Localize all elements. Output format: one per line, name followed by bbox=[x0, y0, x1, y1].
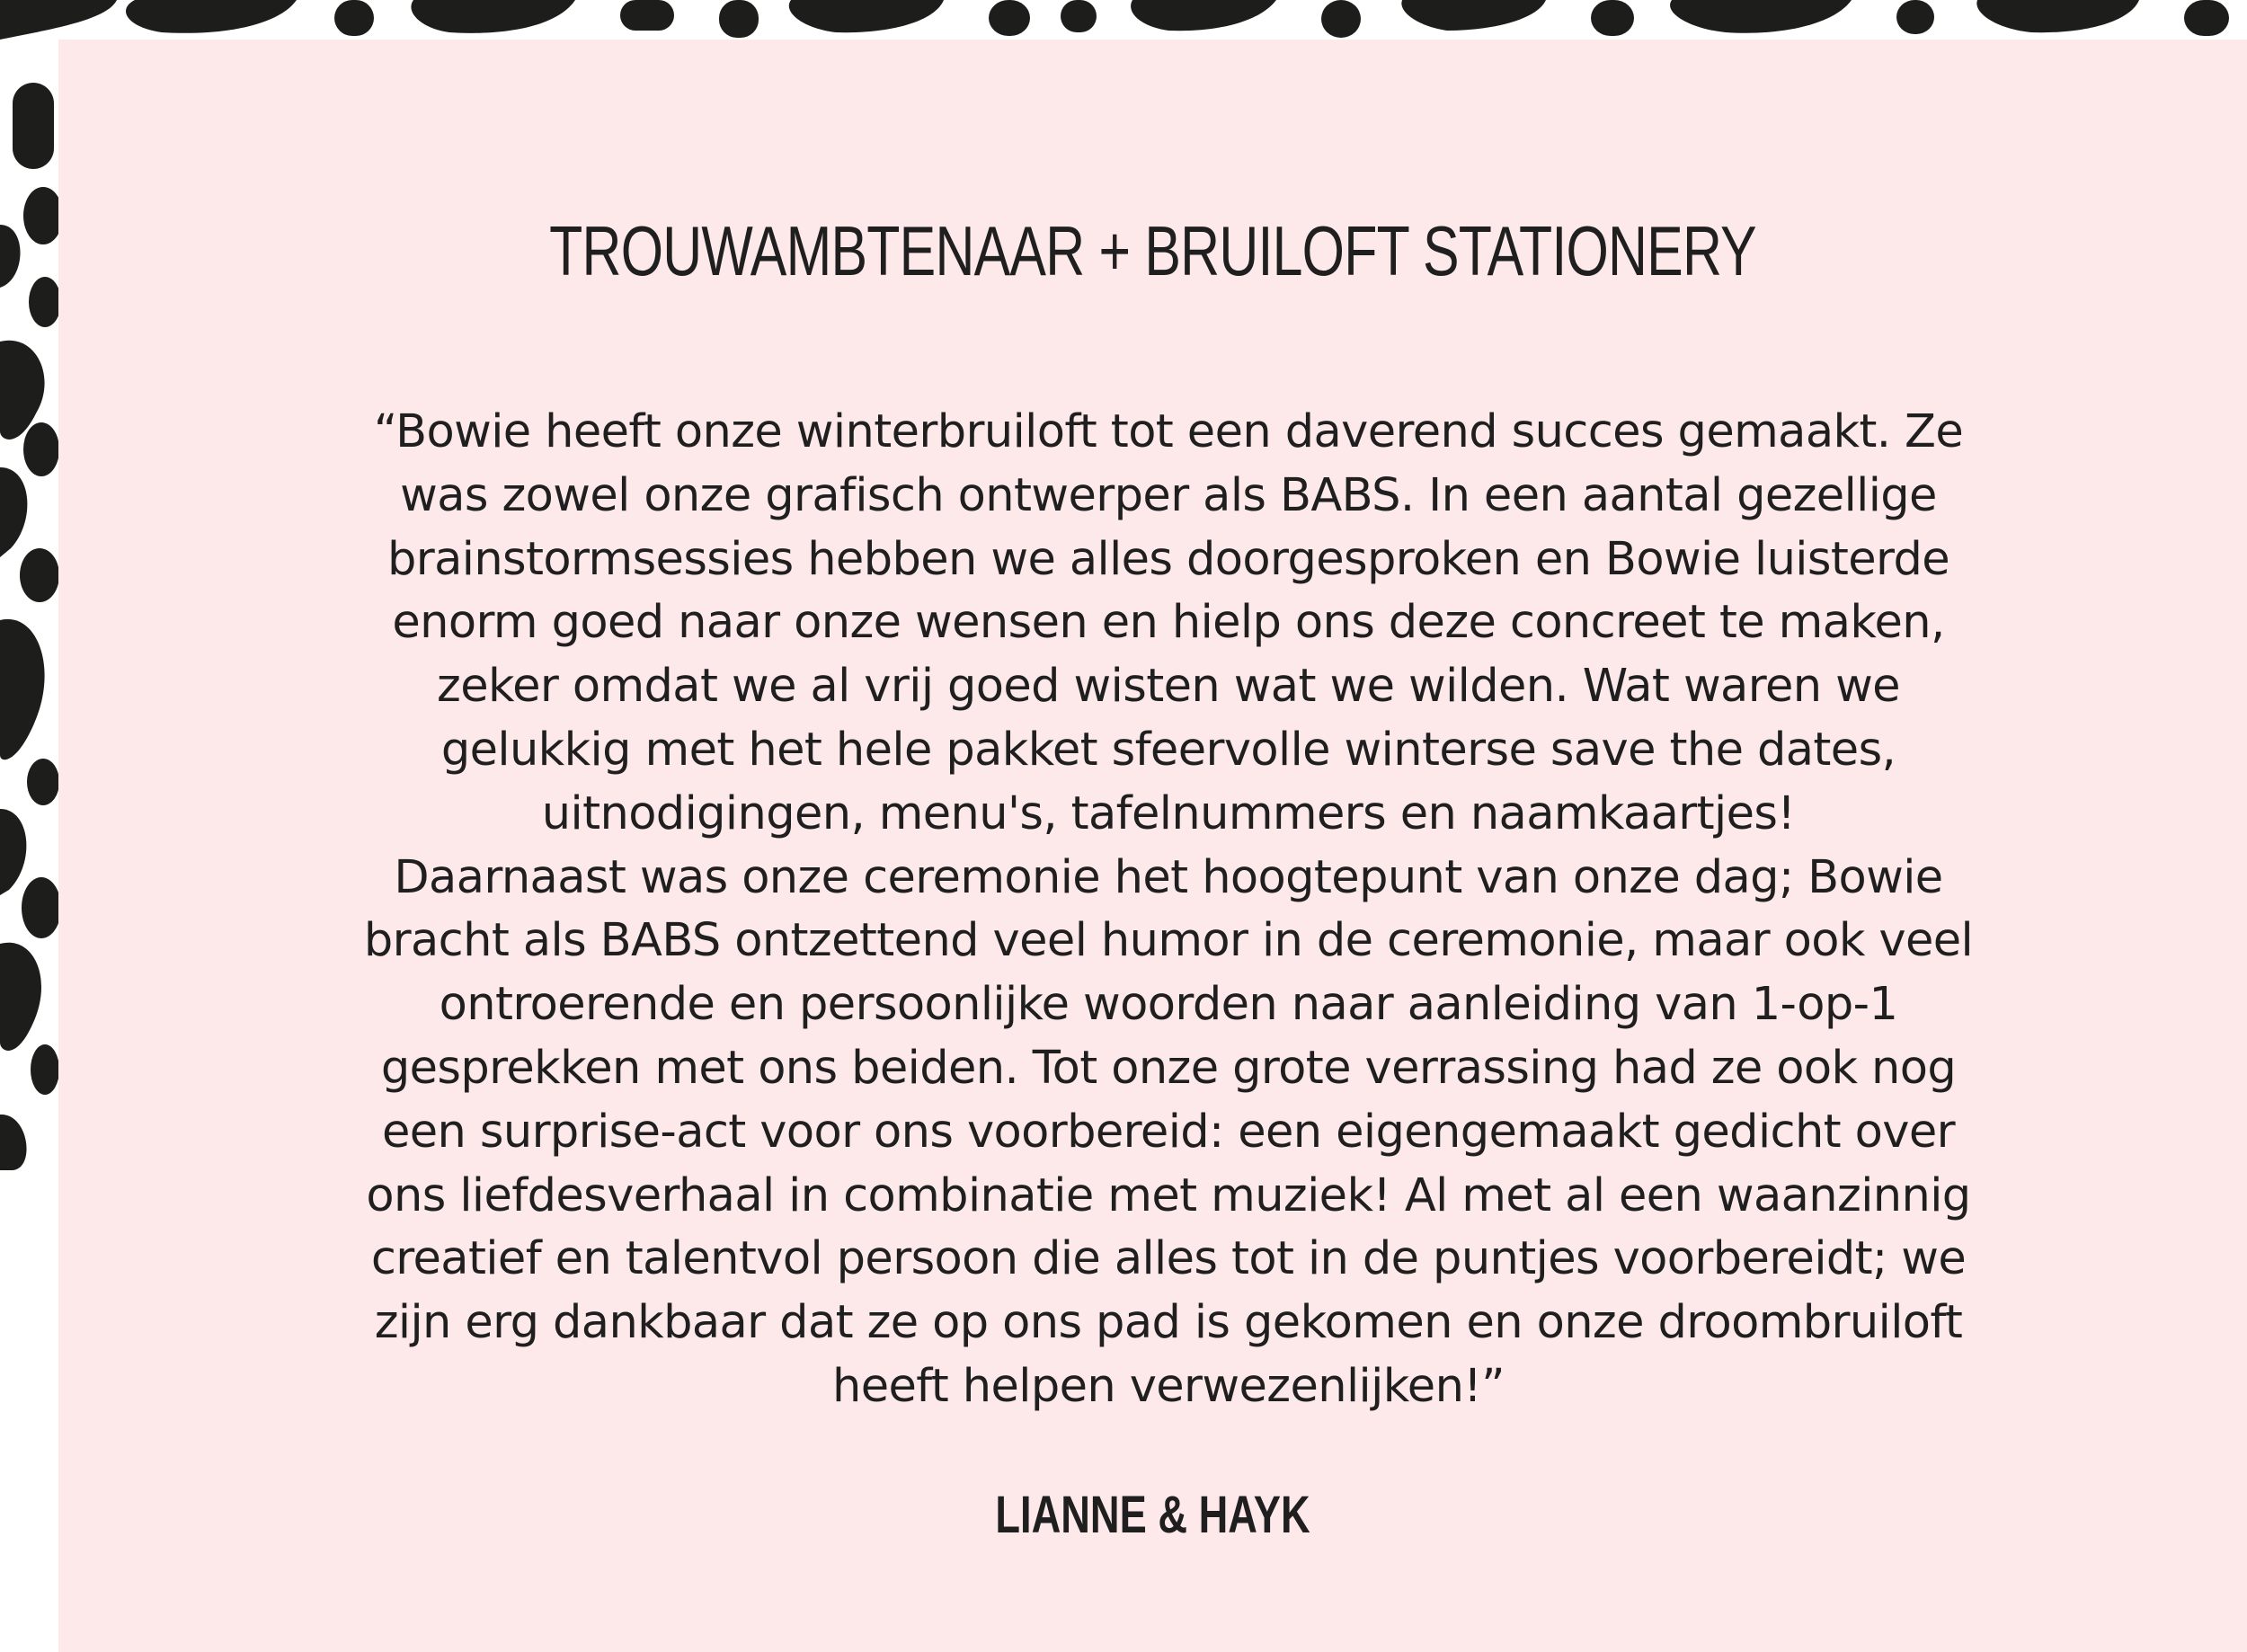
quote-line: gelukkig met het hele pakket sfeervolle winterse save the dates, bbox=[440, 723, 1896, 777]
quote-line: zeker omdat we al vrij goed wisten wat we wilden. Wat waren we bbox=[437, 660, 1900, 714]
quote-line: uitnodigingen, menu's, tafelnummers en naamkaartjes! bbox=[541, 786, 1796, 840]
quote-line: ontroerende en persoonlijke woorden naar aanleiding van 1-op-1 bbox=[439, 978, 1898, 1032]
quote-line: brainstormsessies hebben we alles doorgesproken en Bowie luisterde bbox=[386, 532, 1950, 586]
quote-line: heeft helpen verwezenlijken!” bbox=[832, 1359, 1505, 1413]
page-title: TROUWAMBTENAAR + BRUILOFT STATIONERY bbox=[549, 211, 1756, 290]
testimonial-signature: LIANNE & HAYK bbox=[995, 1486, 1310, 1544]
quote-line: creatief en talentvol persoon die alles tot in de puntjes voorbereidt; we bbox=[370, 1232, 1967, 1286]
quote-line: zijn erg dankbaar dat ze op ons pad is gekomen en onze droombruiloft bbox=[374, 1296, 1963, 1350]
testimonial-card bbox=[58, 40, 2247, 1652]
quote-line: gesprekken met ons beiden. Tot onze grote verrassing had ze ook nog bbox=[380, 1041, 1957, 1095]
quote-line: “Bowie heeft onze winterbruiloft tot een daverend succes gemaakt. Ze bbox=[373, 405, 1964, 458]
quote-line: Daarnaast was onze ceremonie het hoogtepunt van onze dag; Bowie bbox=[394, 850, 1943, 904]
quote-line: bracht als BABS ontzettend veel humor in de ceremonie, maar ook veel bbox=[363, 914, 1974, 968]
testimonial-quote bbox=[265, 401, 2072, 1419]
quote-line: was zowel onze grafisch ontwerper als BABS. In een aantal gezellige bbox=[400, 468, 1937, 522]
quote-line: ons liefdesverhaal in combinatie met muziek! Al met al een waanzinnig bbox=[366, 1168, 1971, 1222]
quote-line: enorm goed naar onze wensen en hielp ons deze concreet te maken, bbox=[392, 596, 1945, 650]
quote-line: een surprise-act voor ons voorbereid: een eigengemaakt gedicht over bbox=[381, 1105, 1956, 1159]
